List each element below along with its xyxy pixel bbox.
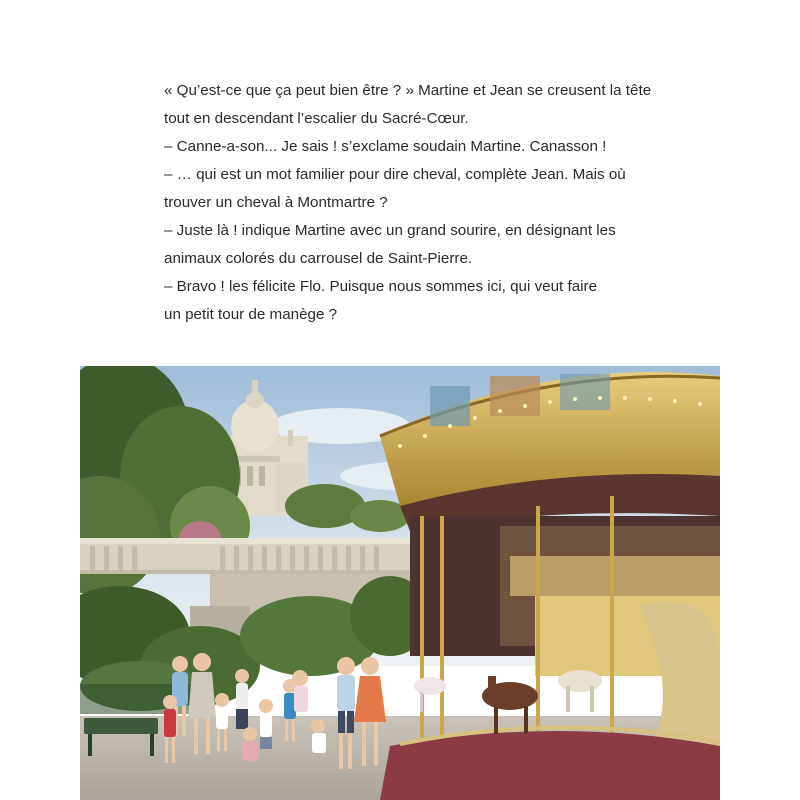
story-line: – … qui est un mot familier pour dire cheval, complète Jean. Mais où (164, 166, 626, 183)
story-line: un petit tour de manège ? (164, 306, 338, 323)
illustration-canvas (80, 366, 720, 800)
child-figure (311, 719, 326, 753)
child-figure (259, 699, 273, 749)
carousel-illustration (80, 366, 720, 800)
child-figure (235, 669, 249, 729)
story-line: trouver un cheval à Montmartre ? (164, 194, 388, 211)
story-line: « Qu’est-ce que ça peut bien être ? » Martine et Jean se creusent la tête (164, 82, 652, 99)
story-line: – Bravo ! les félicite Flo. Puisque nous sommes ici, qui veut faire (164, 278, 598, 295)
story-line: animaux colorés du carrousel de Saint-Pierre. (164, 250, 473, 267)
child-figure (242, 727, 258, 761)
story-line: tout en descendant l’escalier du Sacré-Cœur. (164, 110, 469, 127)
story-line: – Canne-a-son... Je sais ! s’exclame soudain Martine. Canasson ! (164, 138, 607, 155)
story-text (164, 77, 652, 329)
child-figure (292, 670, 308, 712)
carousel-horse (558, 670, 602, 712)
story-line: – Juste là ! indique Martine avec un grand sourire, en désignant les (164, 222, 616, 239)
